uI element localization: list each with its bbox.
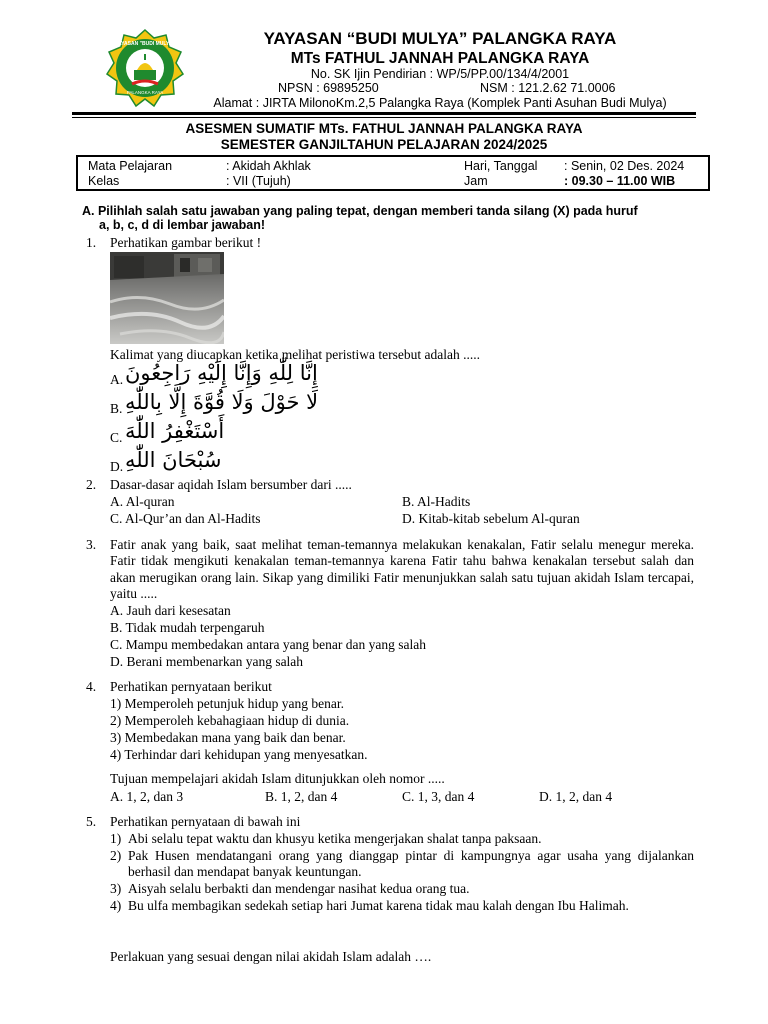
q1-option-b-arabic: لَا حَوْلَ وَلَا قُوَّةَ إِلَّا بِاللّٰهِ: [125, 390, 319, 414]
q1-option-a-arabic: إِنَّا لِلّٰهِ وَإِنَّا إِلَيْهِ رَاجِعُونَ: [125, 361, 318, 385]
q4-item-2: 2) Memperoleh kebahagiaan hidup di dunia.: [110, 713, 350, 728]
header-divider: [72, 112, 696, 115]
q1-option-b-letter: B.: [110, 401, 123, 416]
q1-option-a-letter: A.: [110, 372, 124, 387]
nsm: NSM : 121.2.62 71.0006: [480, 81, 616, 95]
day-value: : Senin, 02 Des. 2024: [564, 159, 685, 173]
npsn: NPSN : 69895250: [278, 81, 379, 95]
q5-item-4-num: 4): [110, 898, 122, 913]
flood-photo: [110, 252, 224, 344]
q1-text: Perhatikan gambar berikut !: [110, 235, 262, 250]
q5-item-2-text: Pak Husen mendatangani orang yang dianggap pintar di kampungnya agar usaha yang dijalankan berhasil dan mendapat banyak keuntungan.: [128, 848, 694, 880]
instruction-line-2: a, b, c, d di lembar jawaban!: [99, 218, 266, 232]
q1-option-c-letter: C.: [110, 430, 123, 445]
q4-option-c: C. 1, 3, dan 4: [402, 789, 475, 804]
q5-item-3-num: 3): [110, 881, 122, 896]
exam-info-box: [76, 155, 710, 191]
q1-option-d-arabic: سُبْحَانَ اللّٰهِ: [125, 448, 222, 472]
instruction: [82, 204, 702, 232]
q5-number: 5.: [86, 814, 97, 829]
class-label: Kelas: [88, 174, 120, 188]
time-value: : 09.30 – 11.00 WIB: [564, 174, 676, 188]
logo-bottom-text: PALANGKA RAYA: [126, 90, 164, 95]
q4-item-1: 1) Memperoleh petunjuk hidup yang benar.: [110, 696, 344, 711]
q2-option-a: A. Al-quran: [110, 494, 175, 509]
q2-option-b: B. Al-Hadits: [402, 494, 471, 509]
q2-number: 2.: [86, 477, 97, 492]
q3-option-d: D. Berani membenarkan yang salah: [110, 654, 304, 669]
q4-item-3: 3) Membedakan mana yang baik dan benar.: [110, 730, 346, 745]
exam-title: ASESMEN SUMATIF MTs. FATHUL JANNAH PALANGKA RAYA: [185, 121, 583, 136]
q2-text: Dasar-dasar aqidah Islam bersumber dari .....: [110, 477, 352, 492]
q1-number: 1.: [86, 235, 97, 250]
foundation-name: YAYASAN “BUDI MULYA” PALANGKA RAYA: [263, 29, 617, 48]
q4-option-a: A. 1, 2, dan 3: [110, 789, 184, 804]
q3-text: Fatir anak yang baik, saat melihat teman-temannya melakukan kenakalan, Fatir selalu menegur mereka. Fatir tidak mengikuti kenakalan teman-temannya karena Fatir tahu bahwa kenakalan tersebut salah dan akan merugikan orang lain. Sikap yang dimiliki Fatir menunjukkan salah satu tujuan akidah Islam tercapai, yaitu .....: [110, 537, 694, 602]
subject-label: Mata Pelajaran: [88, 159, 173, 173]
q5-prompt: Perlakuan yang sesuai dengan nilai akidah Islam adalah ….: [110, 949, 432, 964]
q1-option-d-letter: D.: [110, 459, 124, 474]
q4-text: Perhatikan pernyataan berikut: [110, 679, 272, 694]
q5-text: Perhatikan pernyataan di bawah ini: [110, 814, 301, 829]
day-label: Hari, Tanggal: [464, 159, 538, 173]
q2-option-d: D. Kitab-kitab sebelum Al-quran: [402, 511, 580, 526]
q2-option-c: C. Al-Qur’an dan Al-Hadits: [110, 511, 261, 526]
q5-item-1-text: Abi selalu tepat waktu dan khusyu ketika mengerjakan shalat tanpa paksaan.: [128, 831, 542, 846]
school-address: Alamat : JIRTA MilonoKm.2,5 Palangka Raya (Komplek Panti Asuhan Budi Mulya): [213, 96, 667, 110]
q4-option-d: D. 1, 2, dan 4: [539, 789, 613, 804]
q5-item-4-text: Bu ulfa membagikan sedekah setiap hari Jumat karena tidak mau kalah dengan Ibu Halimah.: [128, 898, 629, 913]
class-value: : VII (Tujuh): [226, 174, 291, 188]
instruction-line-1: A. Pilihlah salah satu jawaban yang paling tepat, dengan memberi tanda silang (X) pada huruf: [82, 204, 638, 218]
exam-subtitle: SEMESTER GANJILTAHUN PELAJARAN 2024/2025: [220, 137, 548, 152]
subject-value: : Akidah Akhlak: [226, 159, 311, 173]
q1-option-c-arabic: أَسْتَغْفِرُ اللّٰهَ: [125, 419, 225, 443]
q3-number: 3.: [86, 537, 97, 552]
school-logo: [104, 28, 186, 110]
q5-item-1-num: 1): [110, 831, 122, 846]
logo-top-text: YAYASAN "BUDI MULYA": [115, 41, 175, 47]
sk-number: No. SK Ijin Pendirian : WP/5/PP.00/134/4/2001: [310, 67, 570, 81]
time-label: Jam: [464, 174, 488, 188]
header-divider-thin: [72, 117, 696, 118]
q4-option-b: B. 1, 2, dan 4: [265, 789, 338, 804]
q4-prompt: Tujuan mempelajari akidah Islam ditunjukkan oleh nomor .....: [110, 771, 445, 786]
q5-item-3-text: Aisyah selalu berbakti dan mendengar nasihat kedua orang tua.: [128, 881, 470, 896]
q3-option-b: B. Tidak mudah terpengaruh: [110, 620, 265, 635]
school-name: MTs FATHUL JANNAH PALANGKA RAYA: [290, 50, 590, 67]
q3-option-c: C. Mampu membedakan antara yang benar dan yang salah: [110, 637, 427, 652]
q5-item-2-num: 2): [110, 848, 122, 863]
q4-item-4: 4) Terhindar dari kehidupan yang menyesatkan.: [110, 747, 368, 762]
q1-prompt: Kalimat yang diucapkan ketika melihat peristiwa tersebut adalah .....: [110, 347, 480, 362]
q4-number: 4.: [86, 679, 97, 694]
q3-option-a: A. Jauh dari kesesatan: [110, 603, 231, 618]
